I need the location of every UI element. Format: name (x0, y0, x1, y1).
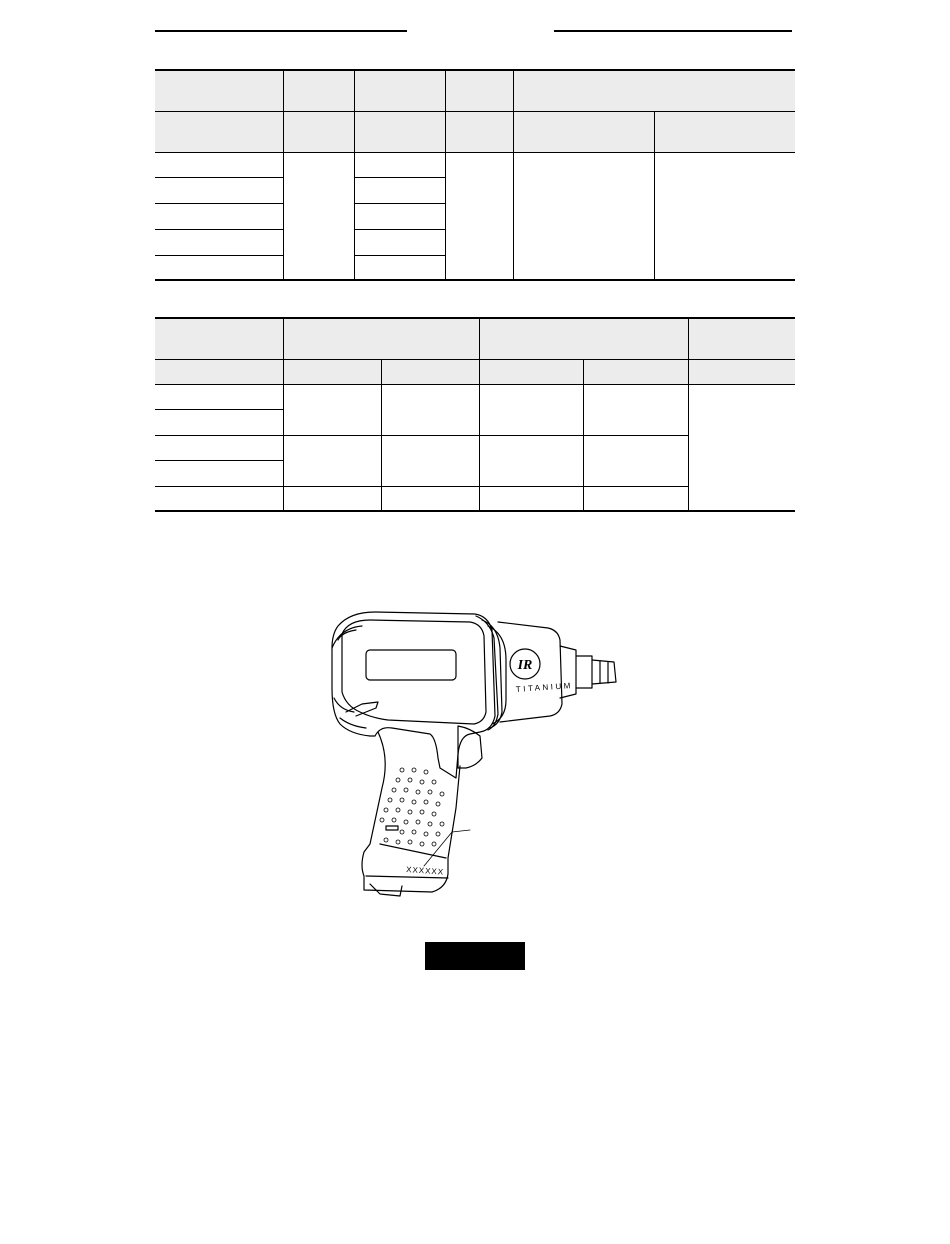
header-cell (445, 70, 513, 111)
serial-leader-line (424, 830, 470, 866)
table-cell (155, 177, 283, 203)
serial-number-text: XXXXXX (405, 865, 445, 877)
brand-logo-text: IR (517, 658, 533, 673)
table-cell (354, 203, 445, 229)
table-row (155, 384, 795, 409)
table-cell (381, 486, 479, 511)
header-cell (654, 111, 795, 152)
table-cell (155, 203, 283, 229)
header-rule-right (554, 30, 792, 32)
header-cell (381, 359, 479, 384)
header-cell (688, 318, 795, 359)
table-header-row (155, 359, 795, 384)
table-cell (155, 152, 283, 177)
table-cell (381, 435, 479, 486)
header-cell (155, 318, 283, 359)
table-cell (654, 152, 795, 280)
header-cell (155, 111, 283, 152)
header-cell (513, 70, 795, 111)
grip-badge (386, 826, 398, 830)
table-cell (381, 384, 479, 435)
table-cell (583, 486, 688, 511)
table-cell (155, 435, 283, 460)
tool-body (332, 612, 495, 778)
tool-nose (498, 622, 616, 722)
header-cell (354, 111, 445, 152)
table-cell (354, 152, 445, 177)
header-cell (155, 70, 283, 111)
table-cell (354, 177, 445, 203)
table-cell (479, 486, 583, 511)
table-header-row (155, 318, 795, 359)
table-cell (688, 384, 795, 511)
header-cell (479, 359, 583, 384)
table-header-row (155, 111, 795, 152)
table-header-row (155, 70, 795, 111)
header-cell (445, 111, 513, 152)
table-cell (283, 384, 381, 435)
brand-name-text: TITANIUM (515, 681, 574, 694)
header-cell (479, 318, 688, 359)
header-cell (583, 359, 688, 384)
impact-wrench-illustration (320, 608, 630, 903)
table-cell (155, 409, 283, 435)
table-cell (583, 435, 688, 486)
specifications-table (155, 69, 795, 281)
table-cell (479, 435, 583, 486)
header-cell (283, 70, 354, 111)
header-cell (354, 70, 445, 111)
header-cell (283, 318, 479, 359)
noise-vibration-table (155, 317, 795, 512)
header-cell (513, 111, 654, 152)
table-cell (155, 460, 283, 486)
table-cell (583, 384, 688, 435)
table-cell (155, 384, 283, 409)
table-cell (155, 255, 283, 280)
tool-collar (476, 616, 506, 730)
table-cell (354, 255, 445, 280)
header-cell (283, 111, 354, 152)
header-rule-left (155, 30, 407, 32)
header-cell (688, 359, 795, 384)
table-cell (283, 435, 381, 486)
grip-texture (380, 768, 444, 846)
table-cell (479, 384, 583, 435)
table-cell (283, 486, 381, 511)
table-row (155, 152, 795, 177)
table-cell (155, 486, 283, 511)
table-cell (513, 152, 654, 280)
table-cell (354, 229, 445, 255)
table-cell (155, 229, 283, 255)
header-cell (155, 359, 283, 384)
model-label-box (425, 942, 525, 970)
header-cell (283, 359, 381, 384)
table-cell (445, 152, 513, 280)
table-cell (283, 152, 354, 280)
